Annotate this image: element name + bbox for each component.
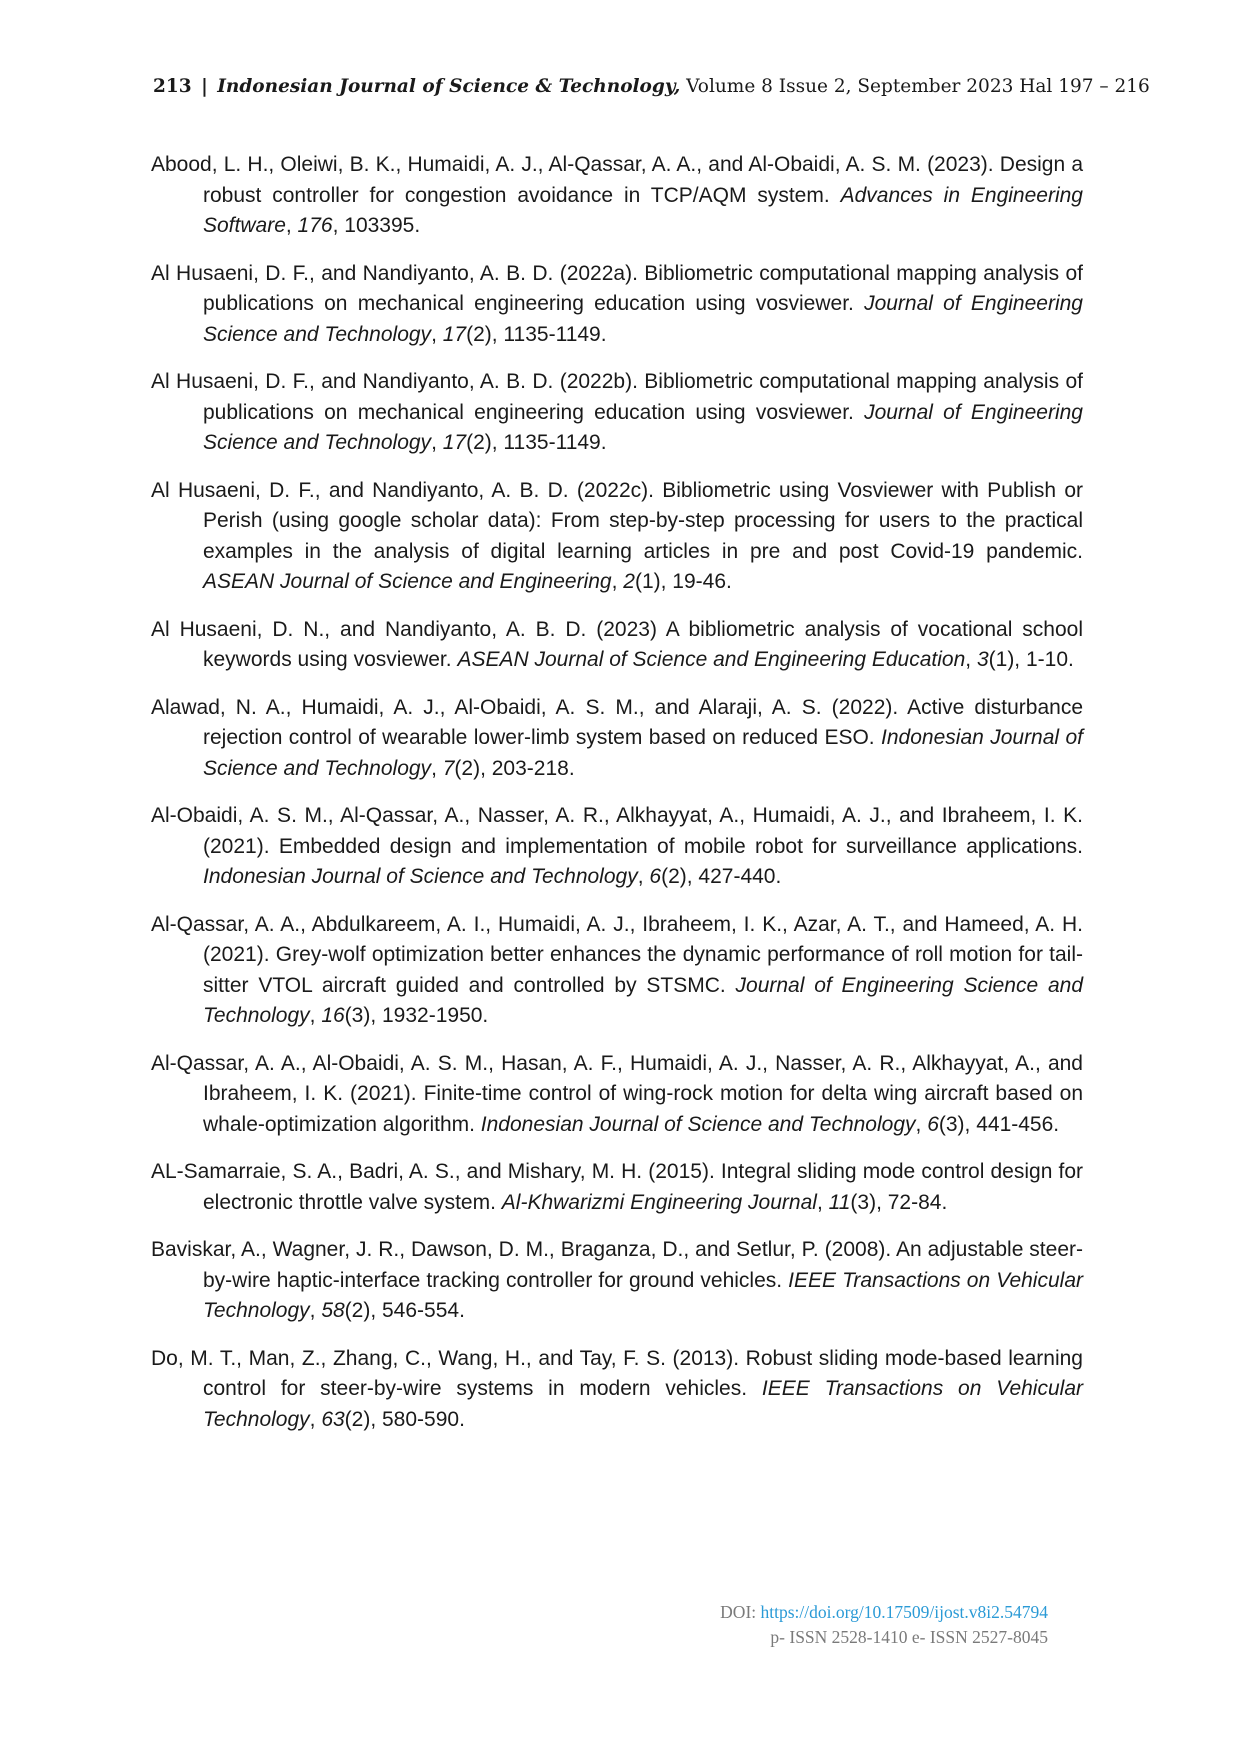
reference-issue-pages: (2), 1135-1149. bbox=[466, 322, 607, 346]
header-volume-info: Volume 8 Issue 2, September 2023 Hal 197 – 216 bbox=[680, 76, 1150, 97]
reference-separator: , bbox=[285, 214, 298, 237]
reference-issue-pages: (2), 546-554. bbox=[344, 1299, 465, 1322]
header-journal-title: Indonesian Journal of Science & Technology, bbox=[217, 76, 681, 97]
reference-issue-pages: (1), 19-46. bbox=[634, 570, 732, 593]
reference-citation-text: Do, M. T., Man, Z., Zhang, C., Wang, H., and Tay, F. S. (2013). Robust sliding mode-based learning control for steer-by-wire systems in modern vehicles. bbox=[151, 1346, 1083, 1400]
reference-journal: Indonesian Journal of Science and Technology bbox=[203, 726, 1084, 780]
reference-issue-pages: (2), 427-440. bbox=[661, 865, 782, 888]
reference-citation-text: Al-Qassar, A. A., Abdulkareem, A. I., Humaidi, A. J., Ibraheem, I. K., Azar, A. T., and Hameed, A. H. (2021). Grey-wolf optimization better enhances the dynamic performance of roll motion for tail-sitter VTOL aircraft guided and controlled by STSMC. bbox=[151, 912, 1083, 997]
issn-line: p- ISSN 2528-1410 e- ISSN 2527-8045 bbox=[770, 1627, 1048, 1647]
reference-volume: 2 bbox=[623, 570, 635, 593]
doi-line bbox=[720, 1600, 1048, 1625]
reference-citation-text: Alawad, N. A., Humaidi, A. J., Al-Obaidi, A. S. M., and Alaraji, A. S. (2022). Active disturbance rejection control of wearable lower-limb system based on reduced ESO. bbox=[151, 695, 1083, 749]
reference-volume: 17 bbox=[442, 431, 467, 454]
reference-entry bbox=[151, 259, 1083, 351]
doi-label: DOI: bbox=[720, 1602, 761, 1622]
reference-separator: , bbox=[309, 1299, 322, 1322]
doi-link[interactable]: https://doi.org/10.17509/ijost.v8i2.54794 bbox=[760, 1602, 1048, 1622]
reference-separator: , bbox=[309, 1004, 322, 1027]
reference-entry bbox=[151, 476, 1083, 598]
reference-citation-text: Al Husaeni, D. F., and Nandiyanto, A. B. D. (2022a). Bibliometric computational mapping analysis of publications on mechanical engineering education using vosviewer. bbox=[151, 261, 1083, 315]
reference-issue-pages: , 103395. bbox=[332, 214, 421, 237]
reference-separator: , bbox=[431, 431, 443, 454]
reference-issue-pages: (3), 441-456. bbox=[938, 1112, 1060, 1136]
page-footer bbox=[720, 1600, 1048, 1650]
reference-list bbox=[151, 150, 1083, 1452]
reference-issue-pages: (1), 1-10. bbox=[988, 648, 1074, 671]
reference-entry bbox=[151, 1235, 1083, 1327]
reference-entry bbox=[151, 1157, 1083, 1218]
reference-journal: IEEE Transactions on Vehicular Technology bbox=[203, 1268, 1083, 1322]
reference-volume: 58 bbox=[321, 1299, 345, 1322]
reference-citation-text: Al Husaeni, D. F., and Nandiyanto, A. B. D. (2022b). Bibliometric computational mapping analysis of publications on mechanical engineering education using vosviewer. bbox=[151, 370, 1083, 424]
reference-issue-pages: (2), 580-590. bbox=[344, 1407, 465, 1431]
reference-issue-pages: (2), 203-218. bbox=[454, 756, 575, 780]
reference-issue-pages: (3), 1932-1950. bbox=[344, 1004, 489, 1027]
reference-journal: Al-Khwarizmi Engineering Journal bbox=[501, 1190, 817, 1214]
reference-separator: , bbox=[431, 756, 443, 780]
reference-separator: , bbox=[816, 1190, 829, 1214]
reference-volume: 63 bbox=[321, 1407, 345, 1431]
reference-entry bbox=[151, 910, 1083, 1032]
reference-journal: Journal of Engineering Science and Technology bbox=[203, 973, 1083, 1027]
reference-citation-text: Baviskar, A., Wagner, J. R., Dawson, D. M., Braganza, D., and Setlur, P. (2008). An adjustable steer-by-wire haptic-interface tracking controller for ground vehicles. bbox=[151, 1238, 1083, 1292]
reference-separator: , bbox=[637, 865, 650, 888]
reference-separator: , bbox=[965, 648, 977, 671]
reference-citation-text: Al Husaeni, D. N., and Nandiyanto, A. B. D. (2023) A bibliometric analysis of vocational school keywords using vosviewer. bbox=[151, 617, 1083, 671]
reference-volume: 3 bbox=[976, 648, 989, 671]
reference-entry bbox=[151, 150, 1083, 242]
reference-journal: Journal of Engineering Science and Technology bbox=[203, 292, 1083, 346]
reference-citation-text: AL-Samarraie, S. A., Badri, A. S., and Mishary, M. H. (2015). Integral sliding mode control design for electronic throttle valve system. bbox=[151, 1160, 1083, 1214]
reference-volume: 11 bbox=[828, 1190, 851, 1214]
reference-journal: IEEE Transactions on Vehicular Technology bbox=[203, 1377, 1083, 1431]
reference-volume: 16 bbox=[321, 1004, 345, 1027]
reference-issue-pages: (3), 72-84. bbox=[850, 1190, 948, 1214]
reference-journal: Journal of Engineering Science and Technology bbox=[203, 400, 1083, 454]
reference-entry bbox=[151, 801, 1083, 893]
page-number: 213 bbox=[153, 76, 192, 97]
reference-separator: , bbox=[915, 1112, 928, 1136]
reference-volume: 17 bbox=[442, 322, 467, 346]
reference-volume: 7 bbox=[442, 756, 455, 780]
reference-journal: Indonesian Journal of Science and Technology bbox=[480, 1112, 916, 1136]
reference-citation-text: Al-Qassar, A. A., Al-Obaidi, A. S. M., Hasan, A. F., Humaidi, A. J., Nasser, A. R., Alkhayyat, A., and Ibraheem, I. K. (2021). Finite-time control of wing-rock motion for delta wing aircraft based on whale-optimization algorithm. bbox=[151, 1051, 1083, 1136]
reference-citation-text: Al Husaeni, D. F., and Nandiyanto, A. B. D. (2022c). Bibliometric using Vosviewer with Publish or Perish (using google scholar data): From step-by-step processing for users to the practical examples in the analysis of digital learning articles in pre and post Covid-19 pandemic. bbox=[151, 478, 1083, 563]
reference-separator: , bbox=[431, 322, 443, 346]
reference-citation-text: Abood, L. H., Oleiwi, B. K., Humaidi, A. J., Al-Qassar, A. A., and Al-Obaidi, A. S. M. (2023). Design a robust controller for congestion avoidance in TCP/AQM system. bbox=[151, 153, 1083, 207]
reference-entry bbox=[151, 693, 1083, 785]
reference-journal: ASEAN Journal of Science and Engineering bbox=[203, 570, 612, 593]
reference-entry bbox=[151, 615, 1083, 676]
reference-citation-text: Al-Obaidi, A. S. M., Al-Qassar, A., Nasser, A. R., Alkhayyat, A., Humaidi, A. J., and Ibraheem, I. K. (2021). Embedded design and implementation of mobile robot for surveillance applications. bbox=[151, 804, 1083, 858]
reference-entry bbox=[151, 1344, 1083, 1436]
header-separator: | bbox=[201, 76, 208, 97]
reference-separator: , bbox=[611, 570, 624, 593]
reference-volume: 6 bbox=[649, 865, 662, 888]
running-header bbox=[153, 76, 1150, 97]
reference-journal: Advances in Engineering Software bbox=[203, 183, 1083, 237]
reference-volume: 176 bbox=[297, 214, 333, 237]
reference-issue-pages: (2), 1135-1149. bbox=[466, 431, 607, 454]
reference-volume: 6 bbox=[927, 1112, 939, 1136]
reference-entry bbox=[151, 1049, 1083, 1141]
reference-journal: ASEAN Journal of Science and Engineering Education bbox=[457, 648, 966, 671]
reference-journal: Indonesian Journal of Science and Technology bbox=[203, 865, 638, 888]
reference-entry bbox=[151, 367, 1083, 459]
reference-separator: , bbox=[309, 1407, 322, 1431]
